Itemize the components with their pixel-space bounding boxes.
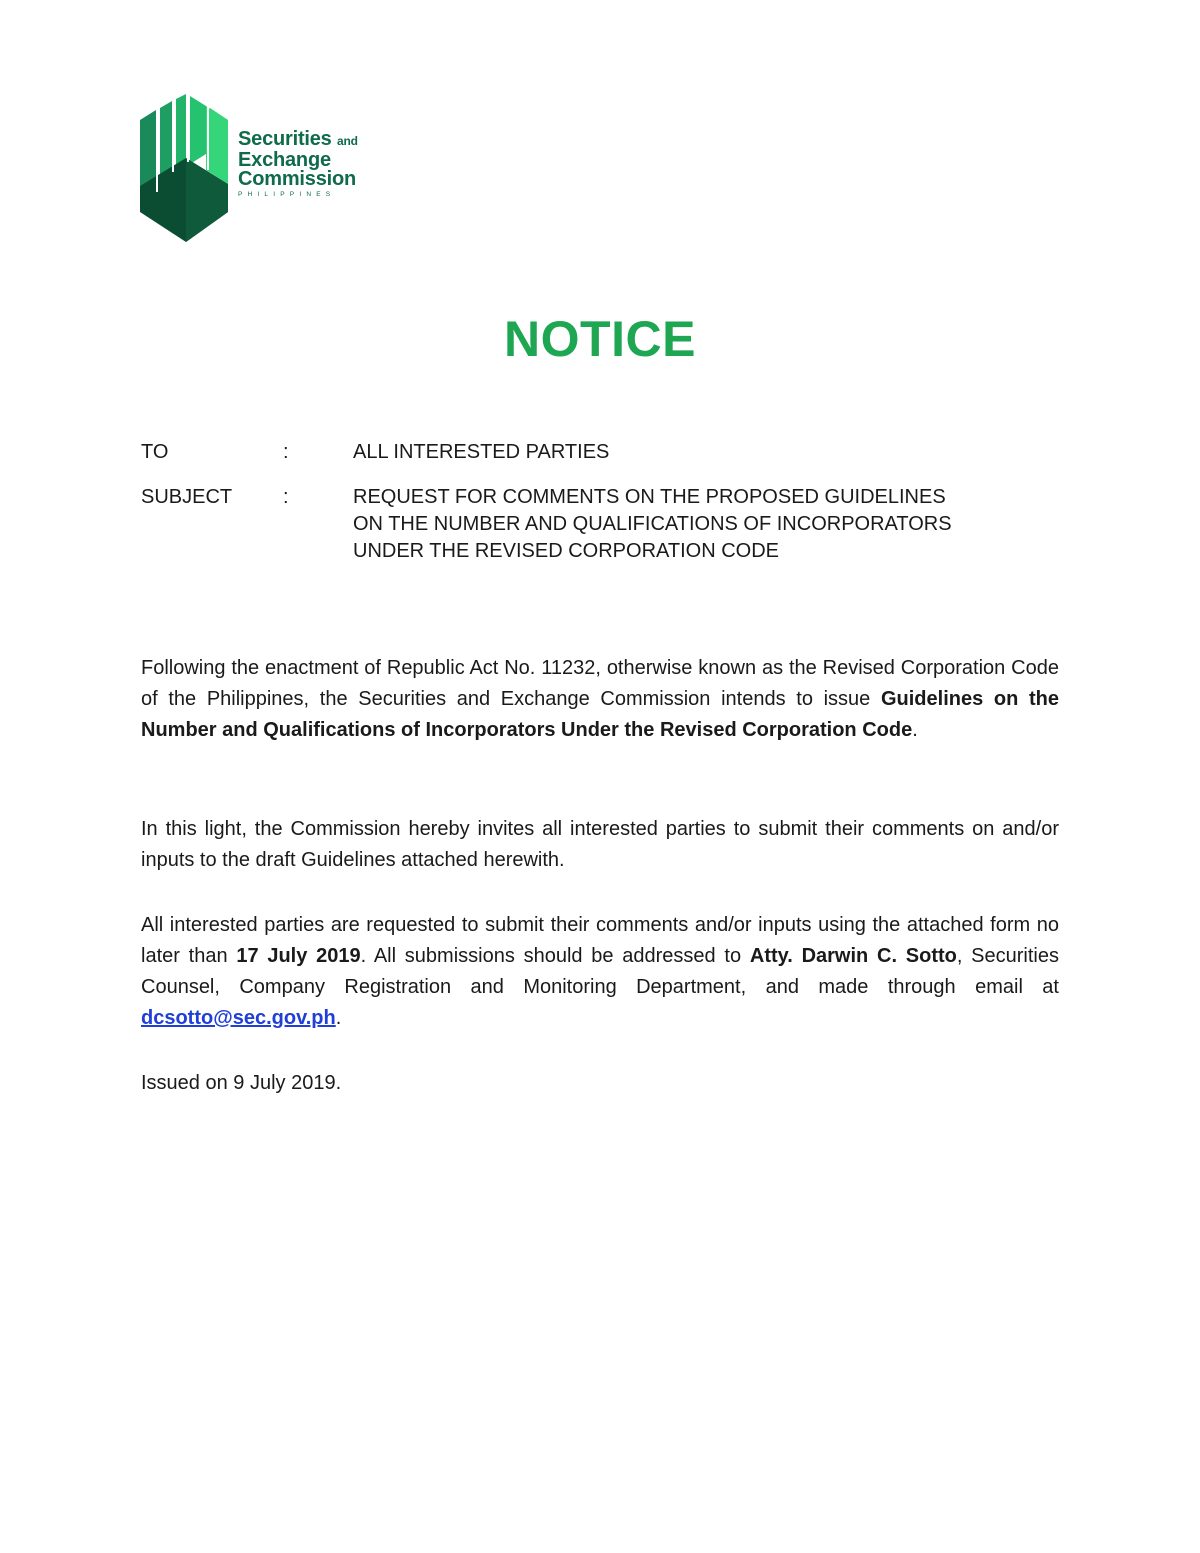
notice-title: NOTICE xyxy=(504,311,696,367)
paragraph-text: . xyxy=(335,1007,342,1029)
subject-colon: : xyxy=(283,486,289,508)
paragraph-text: All interested parties are requested to submit their comments and/or inputs using the attached form no later than xyxy=(141,914,1059,967)
paragraph-submission xyxy=(141,910,1059,1034)
subject-value xyxy=(353,484,1093,565)
logo-line-exchange: Exchange xyxy=(238,149,331,171)
logo-line-philippines: PHILIPPINES xyxy=(238,191,336,198)
subject-line: REQUEST FOR COMMENTS ON THE PROPOSED GUIDELINES xyxy=(353,486,946,508)
guidelines-title-bold: Guidelines on the Number and Qualifications of Incorporators Under the Revised Corporation Code xyxy=(141,688,1059,741)
sec-wordmark xyxy=(238,130,358,201)
logo-line-securities: Securities xyxy=(238,128,332,150)
paragraph-text: . xyxy=(912,719,918,741)
paragraph-enactment xyxy=(141,653,1059,746)
contact-name: Atty. Darwin C. Sotto xyxy=(749,945,957,967)
logo-line-commission: Commission xyxy=(238,168,357,190)
subject-line: UNDER THE REVISED CORPORATION CODE xyxy=(353,540,779,562)
to-colon: : xyxy=(283,441,289,463)
logo-line-and: and xyxy=(336,134,358,148)
subject-row xyxy=(141,484,1101,568)
sec-logo xyxy=(136,94,376,244)
paragraph-text: , Securities Counsel, Company Registration and Monitoring Department, and made through email at xyxy=(141,945,1059,998)
sec-logo-mark-icon xyxy=(136,94,236,244)
paragraph-invitation: In this light, the Commission hereby invites all interested parties to submit their comments on and/or inputs to the draft Guidelines attached herewith. xyxy=(141,818,1059,871)
paragraph-text: . All submissions should be addressed to xyxy=(360,945,750,967)
to-label: TO xyxy=(141,441,169,463)
deadline-date: 17 July 2019 xyxy=(236,945,361,967)
subject-label: SUBJECT xyxy=(141,486,233,508)
to-value: ALL INTERESTED PARTIES xyxy=(353,441,610,463)
paragraph-text: Following the enactment of Republic Act No. 11232, otherwise known as the Revised Corporation Code of the Philippines, the Securities and Exchange Commission intends to issue xyxy=(141,657,1059,710)
to-row xyxy=(141,439,1101,467)
subject-line: ON THE NUMBER AND QUALIFICATIONS OF INCORPORATORS xyxy=(353,513,952,535)
issued-date: Issued on 9 July 2019. xyxy=(141,1072,342,1094)
email-link[interactable]: dcsotto@sec.gov.ph xyxy=(141,1007,336,1029)
